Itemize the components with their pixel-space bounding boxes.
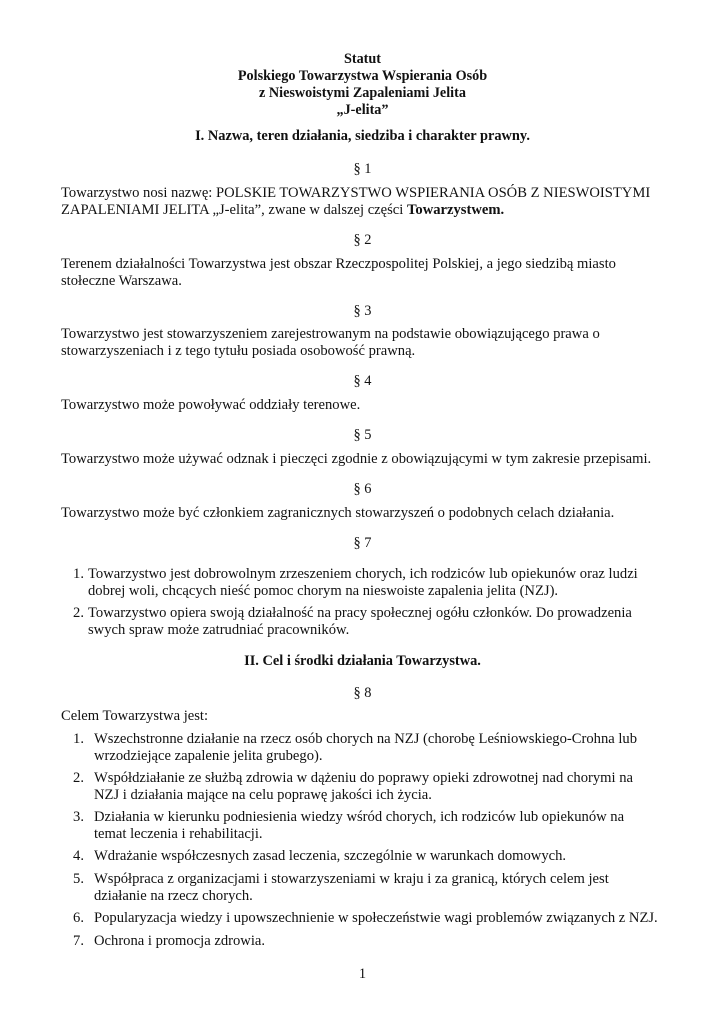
paragraph-2-text: Terenem działalności Towarzystwa jest obszar Rzeczpospolitej Polskiej, a jego siedzibą miasto stołeczne Warszawa.: [61, 256, 616, 289]
document-title: [0, 51, 725, 119]
list-item-text-content: Towarzystwo jest dobrowolnym zrzeszeniem chorych, ich rodziców lub opiekunów oraz ludzi dobrej woli, chcących nieść pomoc chorym na nieswoiste zapalenia jelita (NZJ).: [88, 566, 638, 599]
list-item-text: Działania w kierunku podniesienia wiedzy wśród chorych, ich rodziców lub opiekunów na temat leczenia i rehabilitacji.: [94, 809, 625, 842]
title-line-4: „J-elita”: [336, 102, 389, 118]
paragraph-mark-1: § 1: [353, 161, 372, 177]
list-item-number: 4.: [73, 848, 84, 864]
list-item-number: 3.: [73, 809, 84, 825]
list-item-text: [88, 566, 658, 600]
title-line-2: Polskiego Towarzystwa Wspierania Osób: [237, 68, 488, 84]
list-item-number: 1.: [73, 566, 84, 582]
paragraph-5-text: Towarzystwo może używać odznak i pieczęci zgodnie z obowiązującymi w tym zakresie przepisami.: [61, 451, 652, 467]
list-item-text: Wdrażanie współczesnych zasad leczenia, szczególnie w warunkach domowych.: [94, 848, 567, 864]
list-item-number: 5.: [73, 871, 84, 887]
list-item-text: Towarzystwo opiera swoją działalność na pracy społecznej ogółu członków. Do prowadzenia swych spraw może zatrudniać pracowników.: [88, 605, 632, 638]
paragraph-mark-8: § 8: [353, 685, 372, 701]
paragraph-3-text: Towarzystwo jest stowarzyszeniem zarejestrowanym na podstawie obowiązującego prawa o stowarzyszeniach i z tego tytułu posiada osobowość prawną.: [61, 326, 600, 359]
list-item-text: Współdziałanie ze służbą zdrowia w dążeniu do poprawy opieki zdrowotnej nad chorymi na NZJ i działania mające na celu poprawę jakości ich życia.: [94, 770, 633, 803]
paragraph-8-intro: Celem Towarzystwa jest:: [61, 708, 209, 724]
section-2-heading: II. Cel i środki działania Towarzystwa.: [244, 653, 481, 669]
paragraph-1-text: [61, 185, 671, 219]
list-item-text: Popularyzacja wiedzy i upowszechnienie w społeczeństwie wagi problemów związanych z NZJ.: [94, 910, 658, 926]
list-item-number: 2.: [73, 605, 84, 621]
paragraph-mark-3: § 3: [353, 303, 372, 319]
paragraph-mark-2: § 2: [353, 232, 372, 248]
list-item-number: 7.: [73, 933, 84, 949]
list-item-text: Wszechstronne działanie na rzecz osób chorych na NZJ (chorobę Leśniowskiego-Crohna lub wrzodziejące zapalenie jelita grubego).: [94, 731, 638, 764]
paragraph-1-text-bold: Towarzystwem.: [407, 202, 505, 218]
section-1-heading: I. Nazwa, teren działania, siedziba i charakter prawny.: [195, 128, 530, 144]
title-line-1: Statut: [343, 51, 382, 67]
paragraph-1-text-regular: Towarzystwo nosi nazwę: POLSKIE TOWARZYSTWO WSPIERANIA OSÓB Z NIESWOISTYMI ZAPALENIAMI JELITA „J-elita”, zwane w dalszej części: [61, 185, 651, 218]
list-item-text: Współpraca z organizacjami i stowarzyszeniami w kraju i za granicą, których celem jest działanie na rzecz chorych.: [94, 871, 609, 904]
list-item-number: 2.: [73, 770, 84, 786]
title-line-3: z Nieswoistymi Zapaleniami Jelita: [259, 85, 466, 101]
list-item-text: Ochrona i promocja zdrowia.: [94, 933, 266, 949]
list-item-number: 6.: [73, 910, 84, 926]
paragraph-mark-5: § 5: [353, 427, 372, 443]
paragraph-mark-6: § 6: [353, 481, 372, 497]
list-item-number: 1.: [73, 731, 84, 747]
paragraph-6-text: Towarzystwo może być członkiem zagranicznych stowarzyszeń o podobnych celach działania.: [61, 505, 615, 521]
paragraph-mark-7: § 7: [353, 535, 372, 551]
paragraph-mark-4: § 4: [353, 373, 372, 389]
paragraph-4-text: Towarzystwo może powoływać oddziały terenowe.: [61, 397, 361, 413]
page-number: 1: [358, 966, 367, 982]
